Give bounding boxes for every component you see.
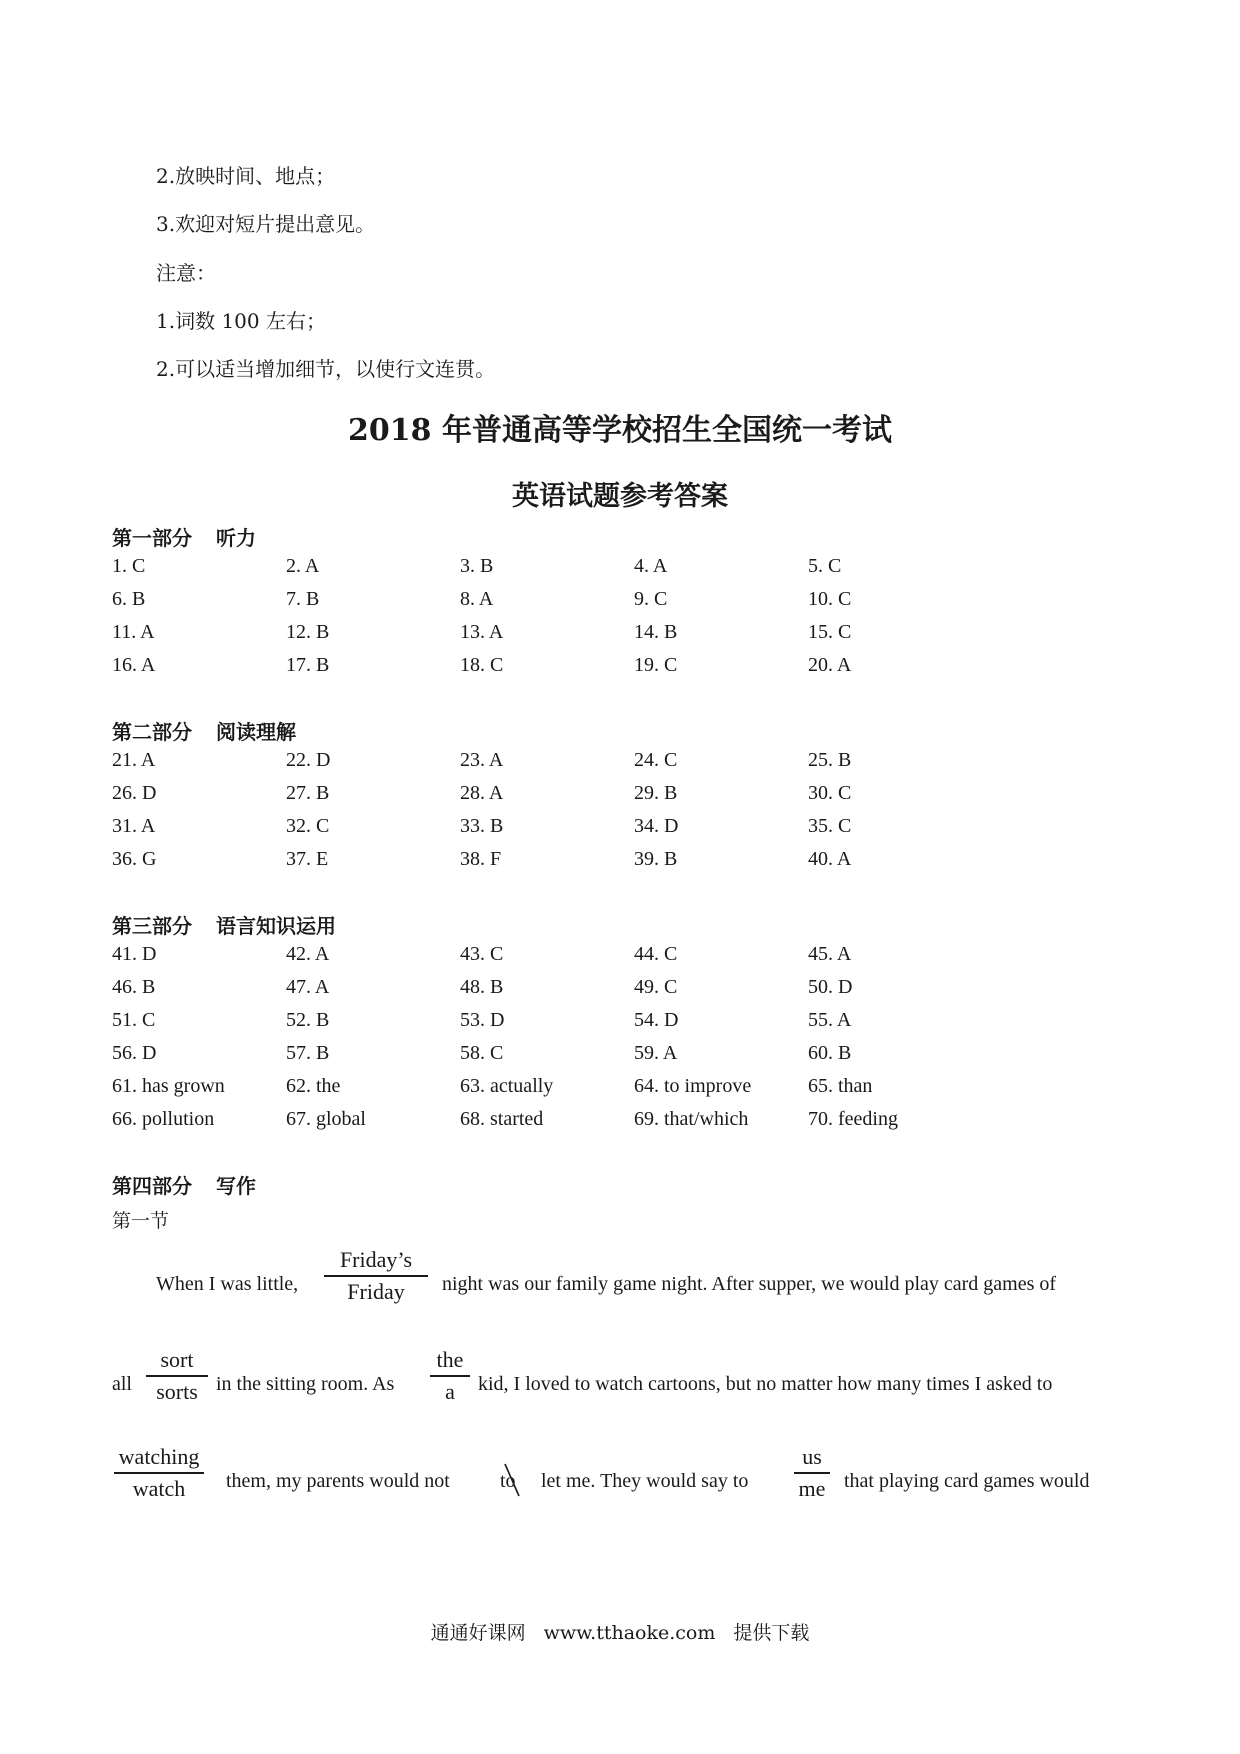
answer-cell: 63. actually [460,1075,554,1097]
intro-line: 1.词数 100 左右； [156,309,326,333]
answer-cell: 31. A [112,815,156,837]
answer-cell: 51. C [112,1009,156,1031]
section-number: 第四部分 [112,1174,192,1198]
corrected-word: Friday’s [339,1247,413,1272]
correction-mark [114,1442,204,1504]
answer-cell: 21. A [112,749,156,771]
corrected-word: watching [118,1444,200,1469]
answer-cell: 34. D [634,815,679,837]
writing-subsection: 第一节 [112,1210,170,1232]
essay-text: in the sitting room. As [216,1373,395,1395]
answer-cell: 38. F [460,848,502,870]
answer-cell: 46. B [112,976,156,998]
intro-line: 注意： [156,261,216,285]
answer-cell: 22. D [286,749,331,771]
answer-cell: 8. A [460,588,494,610]
correction-mark [324,1245,428,1307]
deletion-mark [500,1470,516,1493]
answer-cell: 42. A [286,943,330,965]
answer-cell: 24. C [634,749,678,771]
answer-cell: 30. C [808,782,852,804]
essay-text: all [112,1373,132,1395]
essay-text: When I was little, [156,1273,299,1295]
answer-cell: 36. G [112,848,157,870]
page-title: 2018 年普通高等学校招生全国统一考试 [348,413,892,448]
section-topic: 语言知识运用 [216,914,336,938]
answer-cell: 33. B [460,815,504,837]
answer-cell: 11. A [112,621,155,643]
answer-cell: 7. B [286,588,320,610]
essay-text: kid, I loved to watch cartoons, but no matter how many times I asked to [478,1373,1053,1395]
section-number: 第一部分 [112,526,192,550]
section-topic: 阅读理解 [216,720,296,744]
section-heading-reading [112,716,296,745]
answer-cell: 64. to improve [634,1075,752,1097]
answer-cell: 32. C [286,815,330,837]
original-word: me [798,1476,826,1501]
answer-cell: 65. than [808,1075,873,1097]
answer-cell: 40. A [808,848,852,870]
correction-mark [794,1442,830,1504]
deleted-word: to [500,1470,516,1492]
answer-cell: 45. A [808,943,852,965]
answer-cell: 2. A [286,555,320,577]
answer-cell: 49. C [634,976,678,998]
correction-mark [146,1345,208,1407]
corrected-word: us [802,1444,822,1469]
answer-cell: 25. B [808,749,852,771]
corrected-word: the [436,1347,464,1372]
original-word: a [445,1379,455,1404]
footer-site-name: 通通好课网 [430,1622,526,1644]
section-heading-listening [112,522,256,551]
answer-cell: 4. A [634,555,668,577]
original-word: sorts [156,1379,198,1404]
answer-cell: 52. B [286,1009,330,1031]
answer-cell: 60. B [808,1042,852,1064]
answer-cell: 43. C [460,943,504,965]
answer-cell: 29. B [634,782,678,804]
answer-cell: 39. B [634,848,678,870]
answer-cell: 5. C [808,555,842,577]
answer-cell: 28. A [460,782,504,804]
original-word: watch [132,1476,186,1501]
original-word: Friday [347,1279,405,1304]
section-topic: 写作 [216,1174,256,1198]
answer-cell: 12. B [286,621,330,643]
answer-cell: 10. C [808,588,852,610]
answer-cell: 62. the [286,1075,341,1097]
answer-cell: 15. C [808,621,852,643]
answer-cell: 67. global [286,1108,366,1130]
answer-cell: 69. that/which [634,1108,749,1130]
answer-cell: 17. B [286,654,330,676]
answer-cell: 48. B [460,976,504,998]
answer-cell: 53. D [460,1009,505,1031]
answer-cell: 70. feeding [808,1108,898,1130]
answer-cell: 13. A [460,621,504,643]
answer-cell: 57. B [286,1042,330,1064]
answer-cell: 61. has grown [112,1075,225,1097]
answer-cell: 27. B [286,782,330,804]
section-number: 第二部分 [112,720,192,744]
section-heading-writing [112,1170,256,1199]
page-footer [0,1618,1240,1645]
essay-text: them, my parents would not [226,1470,450,1492]
answer-cell: 56. D [112,1042,157,1064]
essay-text: that playing card games would [844,1470,1090,1492]
answer-cell: 68. started [460,1108,544,1130]
answer-cell: 37. E [286,848,329,870]
answer-cell: 16. A [112,654,156,676]
answer-cell: 18. C [460,654,504,676]
answer-cell: 58. C [460,1042,504,1064]
answer-cell: 50. D [808,976,853,998]
answer-cell: 55. A [808,1009,852,1031]
answer-cell: 59. A [634,1042,678,1064]
intro-line: 2.放映时间、地点； [156,164,336,188]
answer-cell: 14. B [634,621,678,643]
answer-cell: 66. pollution [112,1108,215,1130]
answer-cell: 3. B [460,555,494,577]
answer-cell: 54. D [634,1009,679,1031]
footer-suffix: 提供下载 [733,1622,810,1644]
essay-text: night was our family game night. After supper, we would play card games of [442,1273,1057,1295]
answer-cell: 26. D [112,782,157,804]
answer-cell: 6. B [112,588,146,610]
corrected-word: sort [160,1347,194,1372]
answer-cell: 19. C [634,654,678,676]
answer-cell: 23. A [460,749,504,771]
answer-cell: 1. C [112,555,146,577]
answer-cell: 9. C [634,588,668,610]
section-heading-language-use [112,910,336,939]
page-subtitle: 英语试题参考答案 [512,481,728,512]
answer-cell: 35. C [808,815,852,837]
answer-cell: 41. D [112,943,157,965]
intro-line: 3.欢迎对短片提出意见。 [156,212,376,236]
section-number: 第三部分 [112,914,192,938]
strike-through-icon [502,1462,522,1498]
correction-mark [430,1345,470,1407]
answer-cell: 44. C [634,943,678,965]
essay-text: let me. They would say to [541,1470,749,1492]
intro-line: 2.可以适当增加细节，以使行文连贯。 [156,357,496,381]
footer-url: www.tthaoke.com [543,1622,716,1644]
section-topic: 听力 [216,526,256,550]
answer-cell: 47. A [286,976,330,998]
answer-cell: 20. A [808,654,852,676]
